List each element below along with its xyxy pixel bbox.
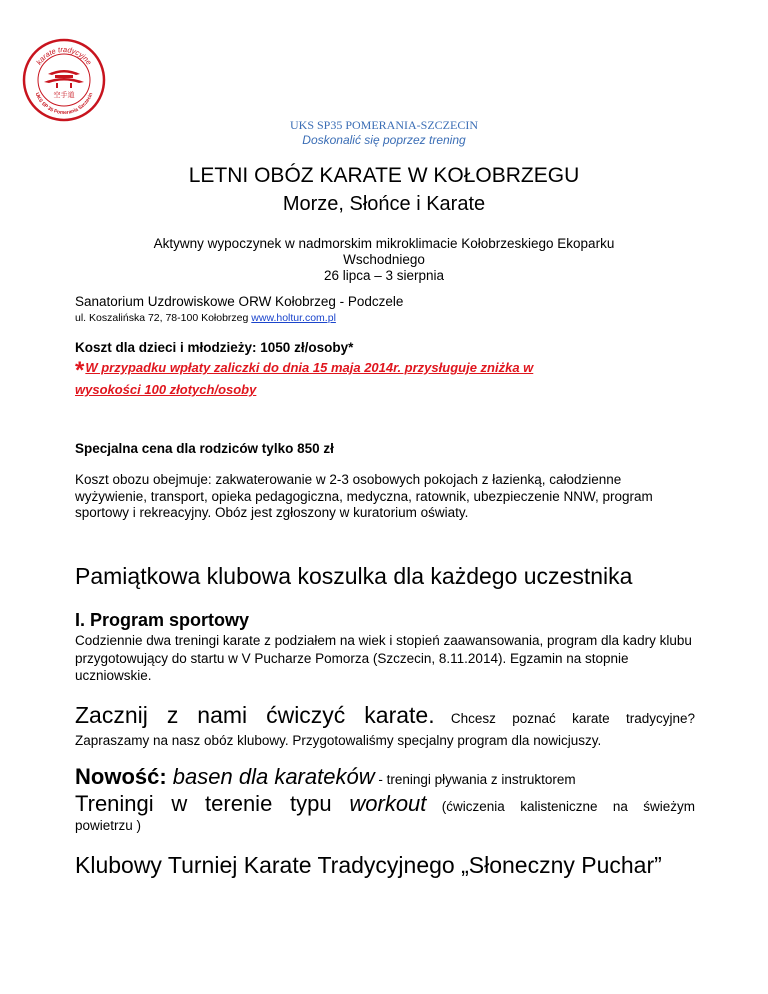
- org-name: UKS SP35 POMERANIA-SZCZECIN: [289, 118, 479, 132]
- cost-includes: Koszt obozu obejmuje: zakwaterowanie w 2-3 osobowych pokojach z łazienką, całodzienne wyżywienie, transport, opieka pedagogiczna, medyczna, ratownik, ubezpieczenie NNW, program sportowy i rekreacyjny. Obóz jest zgłoszony w kuratorium oświaty.: [75, 472, 653, 520]
- news-detail: - treningi pływania z instruktorem: [374, 772, 576, 787]
- start-line: [75, 702, 695, 729]
- intro-first-word: Aktywny: [153, 236, 204, 251]
- tournament-heading: Klubowy Turniej Karate Tradycyjnego „Słoneczny Puchar”: [75, 852, 662, 878]
- venue-address-line: [75, 312, 336, 324]
- asterisk: *: [75, 357, 85, 384]
- logo-bottom-text: UKS SP 35 Pomerania Szczecin: [33, 91, 95, 117]
- discount-note: [75, 358, 695, 399]
- program-text: Codziennie dwa treningi karate z podziałem na wiek i stopień zaawansowania, program dla kadry klubu przygotowujący do startu w V Pucharze Pomorza (Szczecin, 8.11.2014). Egzamin na stopnie uczniowskie.: [75, 633, 692, 683]
- cost-children: Koszt dla dzieci i młodzieży: 1050 zł/osoby*: [75, 340, 354, 355]
- outdoor-line: [75, 791, 695, 817]
- news-line: [75, 764, 576, 790]
- outdoor-line-2: powietrzu ): [75, 818, 142, 833]
- outdoor-heading: Treningi w terenie typu: [75, 791, 350, 816]
- discount-note-line-1: W przypadku wpłaty zaliczki do dnia 15 maja 2014r. przysługuje zniżka w: [85, 360, 534, 375]
- program-heading: I. Program sportowy: [75, 610, 250, 630]
- intro-block: [0, 236, 768, 284]
- news-item: basen dla karateków: [166, 764, 375, 789]
- venue-website-link[interactable]: www.holtur.com.pl: [251, 312, 336, 324]
- motto: Doskonalić się poprzez trening: [302, 133, 466, 147]
- outdoor-detail: (ćwiczenia kalisteniczne na świeżym: [426, 799, 696, 814]
- start-question: Chcesz poznać karate tradycyjne?: [434, 711, 695, 726]
- news-label: Nowość:: [75, 764, 167, 789]
- parent-price: Specjalna cena dla rodziców tylko 850 zł: [75, 441, 334, 456]
- camp-dates: 26 lipca – 3 sierpnia: [323, 268, 445, 283]
- start-invite: Zapraszamy na nasz obóz klubowy. Przygotowaliśmy specjalny program dla nowicjuszy.: [75, 733, 602, 748]
- club-logo: [22, 38, 106, 122]
- outdoor-workout: workout: [349, 791, 427, 816]
- venue-address: ul. Koszalińska 72, 78-100 Kołobrzeg: [75, 312, 252, 324]
- intro-line-1: [0, 236, 768, 252]
- page-title: LETNI OBÓZ KARATE W KOŁOBRZEGU: [188, 164, 580, 187]
- shirt-heading: Pamiątkowa klubowa koszulka dla każdego uczestnika: [75, 563, 633, 589]
- start-heading: Zacznij z nami ćwiczyć karate.: [75, 702, 435, 728]
- logo-kanji: 空手道: [53, 91, 75, 99]
- logo-top-text: karate tradycyjne: [34, 44, 94, 67]
- discount-note-line-2: wysokości 100 złotych/osoby: [75, 382, 257, 397]
- venue-name: Sanatorium Uzdrowiskowe ORW Kołobrzeg - Podczele: [75, 294, 404, 309]
- intro-line-1-rest: wypoczynek w nadmorskim mikroklimacie Kołobrzeskiego Ekoparku: [203, 236, 615, 251]
- intro-line-2: Wschodniego: [343, 252, 425, 267]
- page-subtitle: Morze, Słońce i Karate: [282, 193, 486, 215]
